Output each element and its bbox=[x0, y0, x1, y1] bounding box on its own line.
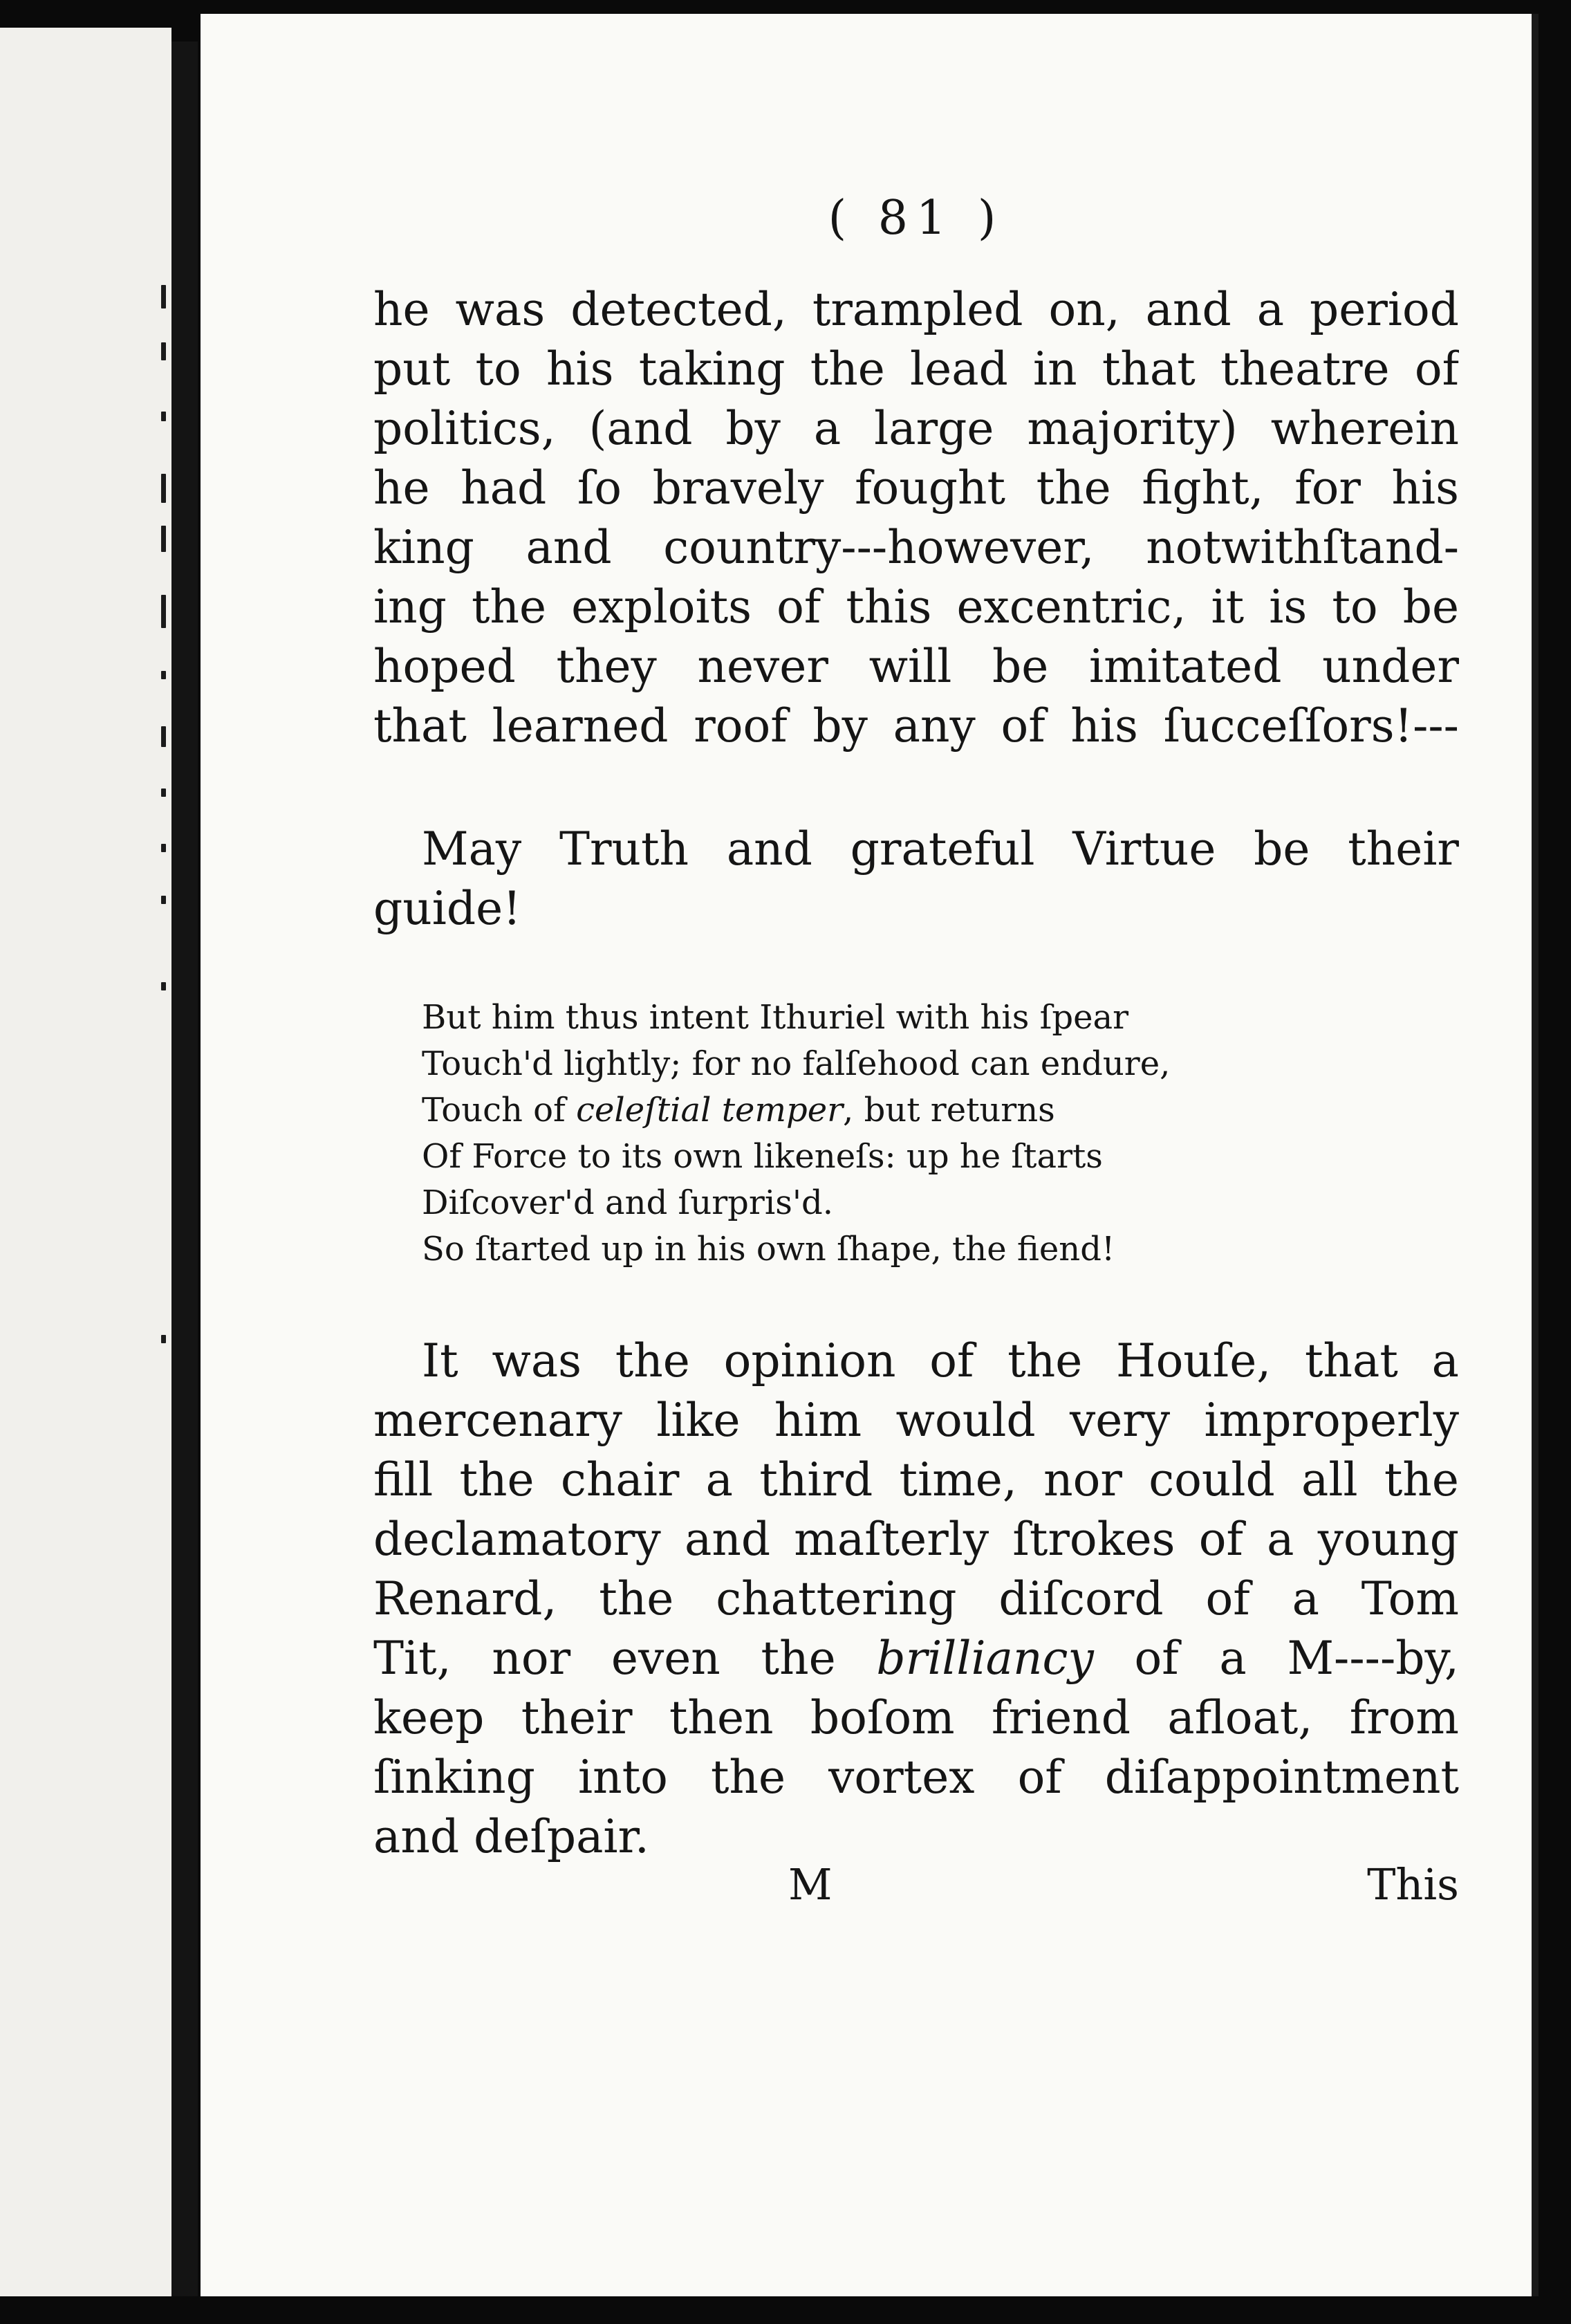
paragraph-1-line: ing the exploits of this excentric, it is to be bbox=[373, 580, 1459, 634]
page-number: ( 81 ) bbox=[828, 191, 1005, 246]
paragraph-1-line: politics, (and by a large majority) wherein bbox=[373, 402, 1459, 455]
book-gutter bbox=[171, 42, 198, 2296]
paragraph-3-line bbox=[373, 1629, 1459, 1688]
verse-line: Of Force to its own likeneſs: up he ſtarts bbox=[422, 1137, 1103, 1176]
verse-line bbox=[422, 1087, 1390, 1134]
paragraph-3-line: It was the opinion of the Houſe, that a bbox=[422, 1334, 1459, 1387]
paragraph-3-line: Renard, the chattering diſcord of a Tom bbox=[373, 1572, 1459, 1625]
verse-line: Diſcover'd and ſurpris'd. bbox=[422, 1183, 834, 1222]
signature-mark: M bbox=[788, 1859, 833, 1910]
page-edge bbox=[1532, 14, 1539, 2296]
paragraph-3-line: keep their then boſom friend afloat, from bbox=[373, 1691, 1459, 1744]
verse-italic-text: celeſtial temper bbox=[576, 1091, 844, 1129]
verse-line: Touch'd lightly; for no falſehood can endure, bbox=[422, 1044, 1171, 1083]
paragraph-1-line: put to his taking the lead in that theatre of bbox=[373, 342, 1459, 396]
paragraph-3-italic-text: brilliancy bbox=[876, 1632, 1094, 1685]
paragraph-2-line: May Truth and grateful Virtue be their bbox=[422, 822, 1459, 876]
right-page bbox=[201, 14, 1539, 2296]
paragraph-1 bbox=[373, 280, 1459, 756]
catchword: This bbox=[1367, 1859, 1459, 1910]
paragraph-1-line: king and country---however, notwithſtand- bbox=[373, 521, 1459, 574]
page-footer bbox=[373, 1857, 1459, 1912]
paragraph-3-line: fill the chair a third time, nor could all the bbox=[373, 1453, 1459, 1506]
verse-text: Touch of bbox=[422, 1091, 577, 1129]
left-page-bleed-marks bbox=[0, 28, 171, 2296]
verse-line: So ſtarted up in his own ſhape, the fiend! bbox=[422, 1230, 1115, 1269]
paragraph-3-line: declamatory and maſterly ſtrokes of a young bbox=[373, 1513, 1459, 1566]
verse-quotation bbox=[422, 995, 1390, 1273]
verse-text: , but returns bbox=[843, 1091, 1055, 1129]
paragraph-3-text: Tit, nor even the bbox=[373, 1632, 877, 1685]
paragraph-3-line: ſinking into the vortex of diſappointment bbox=[373, 1751, 1459, 1804]
paragraph-1-line: hoped they never will be imitated under bbox=[373, 640, 1459, 693]
paragraph-3 bbox=[373, 1331, 1459, 1867]
paragraph-1-line: he had ſo bravely fought the fight, for his bbox=[373, 461, 1459, 515]
paragraph-3-line: and deſpair. bbox=[373, 1810, 649, 1863]
left-page-edge bbox=[0, 28, 171, 2296]
paragraph-1-line: he was detected, trampled on, and a period bbox=[373, 283, 1459, 336]
paragraph-3-text: of a M----by, bbox=[1093, 1632, 1459, 1685]
paragraph-2-line: guide! bbox=[373, 882, 521, 935]
paragraph-3-line: mercenary like him would very improperly bbox=[373, 1394, 1459, 1447]
paragraph-2 bbox=[373, 820, 1459, 939]
paragraph-1-line: that learned roof by any of his ſucceſſors!--- bbox=[373, 699, 1459, 753]
verse-line: But him thus intent Ithuriel with his ſpear bbox=[422, 998, 1129, 1037]
